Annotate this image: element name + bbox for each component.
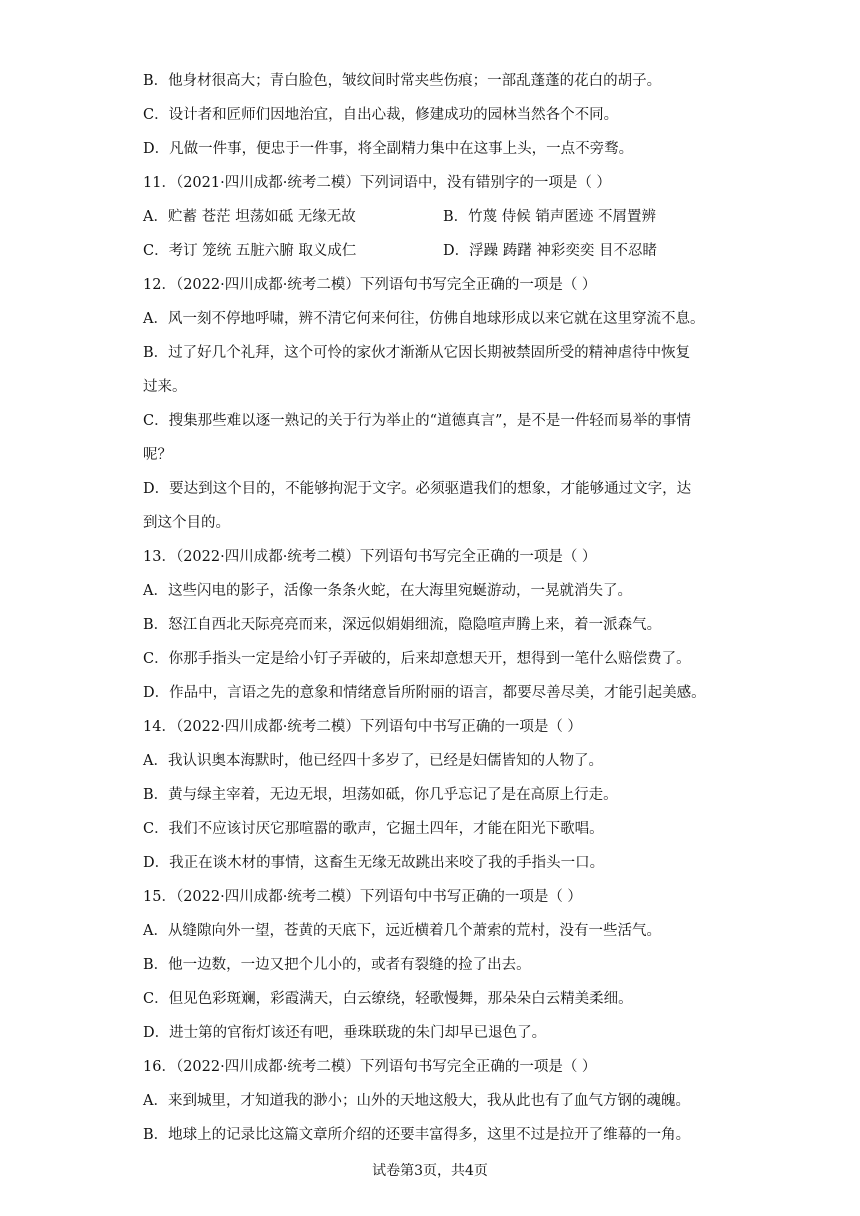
q12-option-c: C．搜集那些难以逐一熟记的关于行为举止的“道德真言”，是不是一件轻而易举的事情 xyxy=(143,413,691,429)
q11-stem: 11．（2021·四川成都·统考二模）下列词语中，没有错别字的一项是（ ） xyxy=(143,175,611,191)
q11-option-b: B．竹蔑 侍候 销声匿迹 不屑置辨 xyxy=(443,209,656,225)
q11-option-a: A．贮蓄 苍茫 坦荡如砥 无缘无故 xyxy=(143,209,356,225)
q12-option-c-cont: 呢？ xyxy=(143,447,172,463)
q14-option-b: B．黄与绿主宰着，无边无垠，坦荡如砥，你几乎忘记了是在高原上行走。 xyxy=(143,787,618,803)
q13-option-b: B．怒江自西北天际亮亮而来，深远似娟娟细流，隐隐喧声腾上来，着一派森气。 xyxy=(143,617,662,633)
q11-option-c: C．考订 笼统 五脏六腑 取义成仁 xyxy=(143,243,357,259)
q11-option-d: D．浮躁 踌躇 神彩奕奕 目不忍睹 xyxy=(443,243,657,259)
q15-option-c: C．但见色彩斑斓，彩霞满天，白云缭绕，轻歌慢舞，那朵朵白云精美柔细。 xyxy=(143,991,633,1007)
q15-option-b: B．他一边数，一边又把个儿小的，或者有裂缝的捡了出去。 xyxy=(143,957,531,973)
q15-stem: 15．（2022·四川成都·统考二模）下列语句中书写正确的一项是（ ） xyxy=(143,889,582,905)
q16-option-a: A．来到城里，才知道我的渺小；山外的天地这般大，我从此也有了血气方钢的魂魄。 xyxy=(143,1093,690,1109)
q12-option-b-cont: 过来。 xyxy=(143,379,187,395)
q14-option-c: C．我们不应该讨厌它那喧嚣的歌声，它掘土四年，才能在阳光下歌唱。 xyxy=(143,821,604,837)
q12-option-a: A．风一刻不停地呼啸，辨不清它何来何往，仿佛自地球形成以来它就在这里穿流不息。 xyxy=(143,311,705,327)
q14-option-a: A．我认识奥本海默时，他已经四十多岁了，已经是妇儒皆知的人物了。 xyxy=(143,753,603,769)
q12-option-d-cont: 到这个目的。 xyxy=(143,515,230,531)
q12-option-d: D．要达到这个目的，不能够拘泥于文字。必须驱遣我们的想象，才能够通过文字，达 xyxy=(143,481,692,497)
q11-options-row-1 xyxy=(143,207,723,227)
q15-option-a: A．从缝隙向外一望，苍黄的天底下，远近横着几个萧索的荒村，没有一些活气。 xyxy=(143,923,661,939)
q14-stem: 14．（2022·四川成都·统考二模）下列语句中书写正确的一项是（ ） xyxy=(143,719,582,735)
q10-option-c: C．设计者和匠师们因地治宜，自出心裁，修建成功的园林当然各个不同。 xyxy=(143,107,619,123)
q13-option-c: C．你那手指头一定是给小钉子弄破的，后来却意想天开，想得到一笔什么赔偿费了。 xyxy=(143,651,691,667)
q11-options-row-2 xyxy=(143,241,723,261)
q10-option-d: D．凡做一件事，便忠于一件事，将全副精力集中在这事上头，一点不旁骛。 xyxy=(143,141,634,157)
q14-option-d: D．我正在谈木材的事情，这畜生无缘无故跳出来咬了我的手指头一口。 xyxy=(143,855,605,871)
q16-stem: 16．（2022·四川成都·统考二模）下列语句书写完全正确的一项是（ ） xyxy=(143,1059,597,1075)
q12-option-b: B．过了好几个礼拜，这个可怜的家伙才渐渐从它因长期被禁固所受的精神虐待中恢复 xyxy=(143,345,691,361)
q12-stem: 12．（2022·四川成都·统考二模）下列语句书写完全正确的一项是（ ） xyxy=(143,277,597,293)
page-footer: 试卷第3页，共4页 xyxy=(372,1163,488,1179)
q13-stem: 13．（2022·四川成都·统考二模）下列语句书写完全正确的一项是（ ） xyxy=(143,549,597,565)
q16-option-b: B．地球上的记录比这篇文章所介绍的还要丰富得多，这里不过是拉开了维幕的一角。 xyxy=(143,1127,691,1143)
q13-option-d: D．作品中，言语之先的意象和情绪意旨所附丽的语言，都要尽善尽美，才能引起美感。 xyxy=(143,685,706,701)
q10-option-b: B．他身材很高大；青白脸色，皱纹间时常夹些伤痕；一部乱蓬蓬的花白的胡子。 xyxy=(143,73,662,89)
q13-option-a: A．这些闪电的影子，活像一条条火蛇，在大海里宛蜒游动，一晃就消失了。 xyxy=(143,583,632,599)
q15-option-d: D．进士第的官衔灯该还有吧，垂珠联珑的朱门却早已退色了。 xyxy=(143,1025,547,1041)
